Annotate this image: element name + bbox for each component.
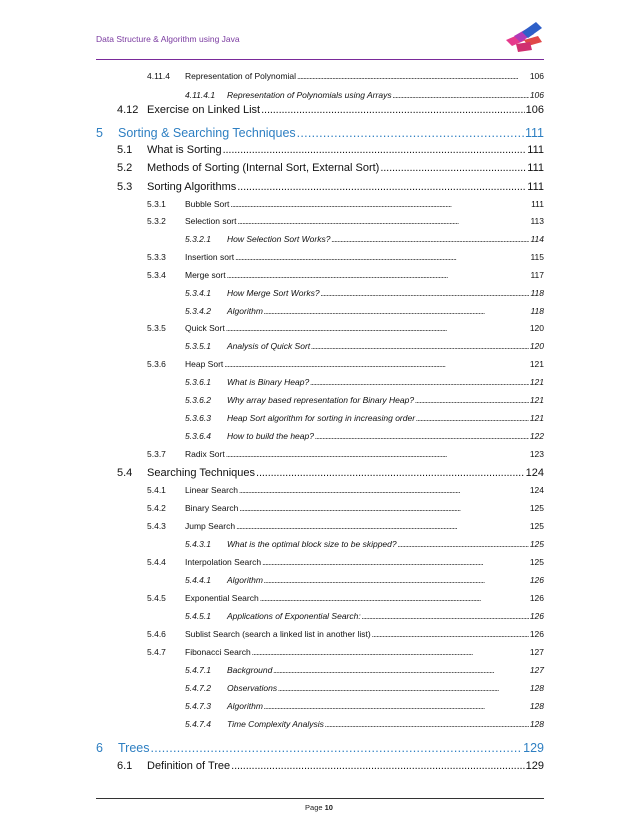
toc-leader-dots (416, 413, 529, 423)
toc-entry-body (185, 449, 544, 459)
toc-entry-page: 111 (527, 181, 544, 193)
toc-entry-page: 114 (530, 234, 544, 244)
toc-entry-title: Jump Search (185, 521, 236, 531)
toc-entry-number: 5.4.5 (147, 593, 166, 603)
toc-leader-dots (297, 126, 524, 140)
toc-entry-title: What is Sorting (147, 144, 222, 156)
header-title: Data Structure & Algorithm using Java (96, 34, 240, 44)
toc-leader-dots (223, 144, 527, 156)
toc-entry-body (185, 323, 544, 333)
toc-entry-number: 4.12 (117, 104, 139, 116)
toc-entry-page: 106 (529, 71, 544, 81)
toc-leader-dots (264, 306, 530, 316)
toc-leader-dots (224, 359, 529, 369)
toc-entry-body (185, 71, 544, 81)
toc-leader-dots (151, 741, 523, 755)
toc-entry-number: 5.4.5.1 (185, 611, 211, 621)
toc-entry-number: 5.3.6.2 (185, 395, 211, 405)
toc-leader-dots (325, 719, 529, 729)
toc-entry-page: 126 (529, 629, 544, 639)
toc-leader-dots (362, 611, 529, 621)
toc-entry-body (118, 741, 544, 755)
toc-leader-dots (415, 395, 529, 405)
toc-entry-title: Quick Sort (185, 323, 225, 333)
toc-entry-number: 5.3.4.1 (185, 288, 211, 298)
toc-entry-number: 5.4.2 (147, 503, 166, 513)
footer-rule (96, 798, 544, 799)
toc-entry-title: Heap Sort algorithm for sorting in increasing order (227, 413, 416, 423)
toc-entry-body (227, 683, 544, 693)
toc-entry-title: Analysis of Quick Sort (227, 341, 311, 351)
toc-leader-dots (297, 71, 529, 81)
toc-entry-title: Merge sort (185, 270, 226, 280)
toc-entry-page: 125 (529, 521, 544, 531)
toc-entry-body (185, 252, 544, 262)
toc-entry-page: 128 (529, 701, 544, 711)
toc-entry-title: Algorithm (227, 701, 263, 711)
toc-entry-number: 5.4.7 (147, 647, 166, 657)
toc-leader-dots (260, 593, 529, 603)
toc-entry-number: 5.3.3 (147, 252, 166, 262)
toc-entry-body (227, 719, 544, 729)
toc-entry-number: 5.3.6.4 (185, 431, 211, 441)
toc-entry-page: 111 (527, 162, 544, 174)
toc-entry-title: Searching Techniques (147, 467, 256, 479)
toc-entry-page: 128 (529, 683, 544, 693)
toc-entry-title: Heap Sort (185, 359, 224, 369)
toc-entry-number: 5.3.6.1 (185, 377, 211, 387)
toc-leader-dots (278, 683, 529, 693)
toc-entry-body (185, 629, 544, 639)
toc-entry-page: 127 (529, 647, 544, 657)
toc-entry-page: 129 (525, 760, 544, 772)
toc-leader-dots (262, 557, 529, 567)
toc-entry-page: 125 (529, 503, 544, 513)
toc-leader-dots (315, 431, 529, 441)
toc-entry-number: 5.4.7.2 (185, 683, 211, 693)
toc-entry-body (147, 181, 544, 193)
toc-entry-title: What is Binary Heap? (227, 377, 310, 387)
toc-entry-page: 126 (529, 575, 544, 585)
toc-entry-page: 115 (530, 252, 544, 262)
toc-entry-number: 5.4.7.1 (185, 665, 211, 675)
toc-entry-number: 5.3 (117, 181, 133, 193)
toc-entry-title: Representation of Polynomials using Arrays (227, 90, 392, 100)
toc-leader-dots (380, 162, 526, 174)
toc-entry-title: Radix Sort (185, 449, 225, 459)
toc-entry-title: Sorting Algorithms (147, 181, 237, 193)
toc-entry-title: Selection sort (185, 216, 237, 226)
toc-entry-body (227, 90, 544, 100)
toc-entry-title: Linear Search (185, 485, 238, 495)
toc-entry-number: 5.2 (117, 162, 133, 174)
toc-entry-page: 111 (524, 126, 544, 140)
page-number: 10 (324, 803, 333, 812)
toc-entry-number: 5.4.4.1 (185, 575, 211, 585)
toc-leader-dots (238, 216, 530, 226)
toc-entry-body (227, 288, 544, 298)
toc-entry-number: 5.3.4.2 (185, 306, 211, 316)
toc-entry-body (185, 199, 544, 209)
toc-entry-title: Representation of Polynomial (185, 71, 297, 81)
toc-entry-page: 123 (529, 449, 544, 459)
toc-entry-page: 121 (529, 359, 544, 369)
toc-leader-dots (261, 104, 525, 116)
toc-leader-dots (239, 485, 529, 495)
toc-entry-body (227, 665, 544, 675)
toc-entry-number: 4.11.4 (147, 71, 171, 81)
toc-entry-body (227, 701, 544, 711)
toc-entry-number: 5.4.7.4 (185, 719, 211, 729)
toc-entry-title: Methods of Sorting (Internal Sort, External Sort) (147, 162, 380, 174)
toc-entry-title: Time Complexity Analysis (227, 719, 324, 729)
toc-entry-number: 5.3.4 (147, 270, 166, 280)
toc-leader-dots (398, 539, 529, 549)
toc-leader-dots (264, 575, 529, 585)
toc-entry-title: How Selection Sort Works? (227, 234, 331, 244)
toc-entry-title: Insertion sort (185, 252, 235, 262)
toc-entry-page: 126 (529, 611, 544, 621)
toc-entry-body (227, 234, 544, 244)
toc-entry-body (118, 126, 544, 140)
toc-entry-number: 5.3.2 (147, 216, 166, 226)
toc-entry-page: 121 (529, 395, 544, 405)
toc-leader-dots (331, 234, 529, 244)
toc-entry-title: What is the optimal block size to be skipped? (227, 539, 397, 549)
toc-entry-number: 5.4.6 (147, 629, 166, 639)
toc-entry-number: 5.3.5 (147, 323, 166, 333)
toc-leader-dots (372, 629, 529, 639)
toc-entry-body (185, 270, 544, 280)
toc-leader-dots (252, 647, 529, 657)
toc-entry-number: 5 (96, 126, 103, 140)
toc-entry-page: 126 (529, 593, 544, 603)
toc-entry-body (185, 216, 544, 226)
toc-leader-dots (237, 181, 526, 193)
toc-entry-page: 124 (525, 467, 544, 479)
header-rule (96, 59, 544, 60)
toc-entry-page: 106 (529, 90, 544, 100)
toc-entry-body (185, 557, 544, 567)
toc-entry-body (227, 539, 544, 549)
toc-entry-page: 120 (529, 341, 544, 351)
toc-leader-dots (230, 199, 530, 209)
page-footer (0, 803, 638, 812)
toc-entry-page: 125 (529, 539, 544, 549)
toc-entry-page: 125 (529, 557, 544, 567)
toc-leader-dots (226, 449, 529, 459)
toc-entry-title: Exponential Search (185, 593, 259, 603)
toc-entry-page: 118 (530, 306, 544, 316)
toc-entry-page: 124 (529, 485, 544, 495)
toc-entry-body (227, 611, 544, 621)
toc-entry-number: 5.4.3 (147, 521, 166, 531)
toc-entry-title: Algorithm (227, 575, 263, 585)
toc-entry-page: 121 (529, 413, 544, 423)
toc-entry-number: 5.3.5.1 (185, 341, 211, 351)
toc-entry-body (185, 521, 544, 531)
toc-entry-body (147, 760, 544, 772)
toc-entry-body (227, 341, 544, 351)
toc-leader-dots (256, 467, 525, 479)
toc-entry-title: How to build the heap? (227, 431, 314, 441)
toc-entry-title: Definition of Tree (147, 760, 231, 772)
toc-entry-page: 111 (531, 199, 544, 209)
toc-entry-body (147, 467, 544, 479)
toc-entry-body (227, 413, 544, 423)
toc-entry-number: 5.3.1 (147, 199, 166, 209)
toc-entry-number: 5.3.6 (147, 359, 166, 369)
toc-entry-body (147, 104, 544, 116)
toc-entry-number: 5.4 (117, 467, 133, 479)
toc-entry-title: Background (227, 665, 273, 675)
toc-leader-dots (310, 377, 529, 387)
toc-entry-number: 5.4.1 (147, 485, 166, 495)
toc-entry-page: 129 (523, 741, 544, 755)
toc-entry-number: 4.11.4.1 (185, 90, 216, 100)
toc-entry-number: 5.3.6.3 (185, 413, 211, 423)
toc-leader-dots (311, 341, 529, 351)
toc-entry-page: 121 (529, 377, 544, 387)
toc-entry-page: 122 (529, 431, 544, 441)
page-prefix: Page (305, 803, 325, 812)
toc-entry-number: 5.4.3.1 (185, 539, 211, 549)
toc-entry-body (147, 162, 544, 174)
toc-entry-title: How Merge Sort Works? (227, 288, 320, 298)
toc-entry-body (227, 575, 544, 585)
toc-leader-dots (231, 760, 524, 772)
toc-entry-body (185, 503, 544, 513)
toc-entry-page: 118 (530, 288, 544, 298)
toc-entry-body (227, 306, 544, 316)
toc-leader-dots (235, 252, 529, 262)
toc-entry-body (185, 647, 544, 657)
toc-entry-body (227, 431, 544, 441)
toc-entry-page: 106 (525, 104, 544, 116)
toc-entry-body (227, 395, 544, 405)
toc-entry-title: Binary Search (185, 503, 239, 513)
toc-entry-title: Bubble Sort (185, 199, 230, 209)
toc-entry-number: 6.1 (117, 760, 133, 772)
toc-entry-body (227, 377, 544, 387)
toc-entry-title: Sorting & Searching Techniques (118, 126, 296, 140)
toc-entry-title: Interpolation Search (185, 557, 262, 567)
toc-leader-dots (264, 701, 529, 711)
toc-entry-page: 120 (529, 323, 544, 333)
toc-entry-title: Trees (118, 741, 150, 755)
toc-entry-number: 6 (96, 741, 103, 755)
book-logo-icon (504, 20, 544, 54)
toc-leader-dots (236, 521, 529, 531)
toc-entry-number: 5.1 (117, 144, 133, 156)
toc-leader-dots (239, 503, 528, 513)
toc-entry-number: 5.4.7.3 (185, 701, 211, 711)
toc-leader-dots (273, 665, 528, 675)
toc-entry-title: Algorithm (227, 306, 263, 316)
toc-entry-number: 5.4.4 (147, 557, 166, 567)
toc-entry-title: Exercise on Linked List (147, 104, 261, 116)
toc-entry-title: Observations (227, 683, 278, 693)
toc-entry-body (147, 144, 544, 156)
toc-entry-body (185, 359, 544, 369)
toc-entry-page: 113 (530, 216, 544, 226)
toc-entry-title: Sublist Search (search a linked list in another list) (185, 629, 371, 639)
toc-leader-dots (226, 323, 529, 333)
toc-entry-title: Applications of Exponential Search: (227, 611, 361, 621)
toc-entry-title: Why array based representation for Binary Heap? (227, 395, 415, 405)
toc-entry-body (185, 485, 544, 495)
toc-leader-dots (321, 288, 530, 298)
toc-entry-page: 111 (527, 144, 544, 156)
toc-entry-page: 128 (529, 719, 544, 729)
toc-entry-body (185, 593, 544, 603)
toc-entry-page: 127 (529, 665, 544, 675)
toc-leader-dots (227, 270, 530, 280)
toc-entry-page: 117 (530, 270, 544, 280)
toc-entry-title: Fibonacci Search (185, 647, 251, 657)
toc-leader-dots (393, 90, 529, 100)
toc-entry-number: 5.3.7 (147, 449, 166, 459)
toc-entry-number: 5.3.2.1 (185, 234, 211, 244)
